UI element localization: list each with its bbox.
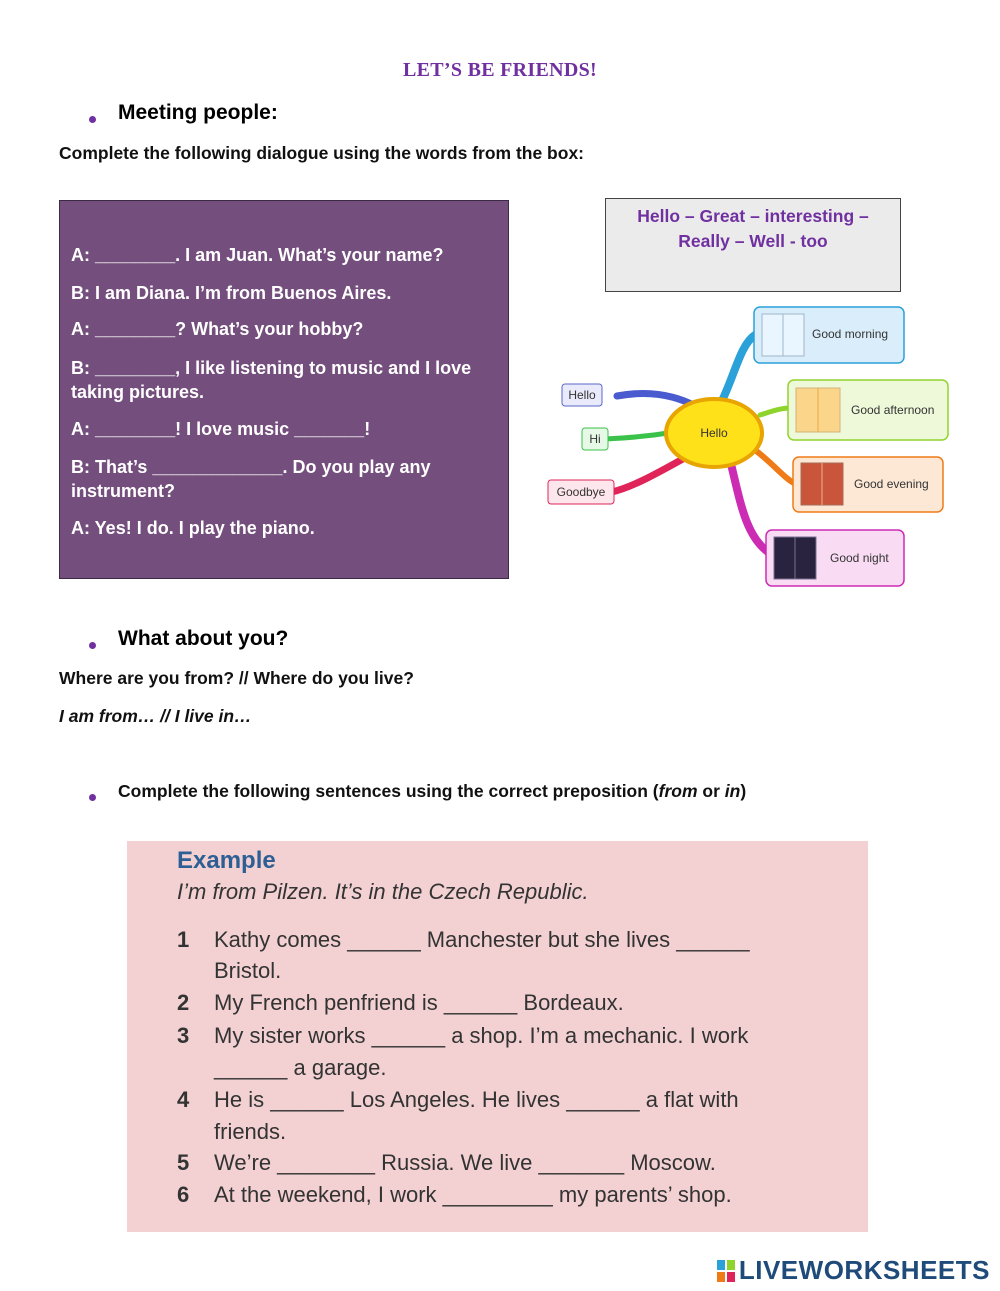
node-good-afternoon-label: Good afternoon: [851, 403, 935, 417]
dialogue-line: B: I am Diana. I’m from Buenos Aires.: [71, 283, 392, 303]
dialogue-line: A: ________. I am Juan. What’s your name?: [71, 245, 444, 265]
dialogue-line: A: Yes! I do. I play the piano.: [71, 518, 315, 538]
section-heading-what-about-you: What about you?: [118, 627, 289, 650]
item-line: Kathy comes ______ Manchester but she lives ______: [214, 927, 750, 952]
node-good-evening-label: Good evening: [854, 477, 929, 491]
node-hi-label: Hi: [589, 432, 601, 446]
item-line: ______ a garage.: [214, 1055, 387, 1080]
node-goodbye-label: Goodbye: [556, 485, 606, 499]
item-number: 5: [177, 1150, 190, 1175]
dialogue-line: A: ________! I love music _______!: [71, 419, 371, 439]
node-hello-label: Hello: [568, 388, 596, 402]
liveworksheets-logo: [717, 1255, 990, 1286]
word-box-line-1: Hello – Great – interesting –: [637, 206, 869, 226]
item-number: 3: [177, 1023, 190, 1048]
branch-evening: [755, 450, 798, 485]
item-number: 4: [177, 1087, 190, 1112]
bullet-meeting: [89, 110, 96, 128]
bullet-prepositions: [89, 788, 96, 806]
greetings-mindmap: [540, 300, 960, 595]
center-node-label: Hello: [700, 426, 728, 440]
dialogue-line: B: That’s _____________. Do you play any instrument?: [71, 457, 431, 501]
branch-night: [730, 460, 768, 552]
bullet-what-about-you: [89, 636, 96, 654]
item-number: 6: [177, 1182, 190, 1207]
liveworksheets-logo-icon: [717, 1260, 735, 1282]
example-sentence: I’m from Pilzen. It’s in the Czech Republic.: [177, 879, 589, 904]
worksheet-title: LET’S BE FRIENDS!: [402, 59, 598, 81]
question-text: Where are you from? // Where do you live?: [59, 668, 414, 688]
branch-afternoon: [760, 408, 790, 415]
instruction-text: Complete the following sentences using the correct preposition (: [118, 781, 659, 801]
example-exercise-panel: [127, 841, 868, 1232]
item-line: My French penfriend is ______ Bordeaux.: [214, 990, 624, 1015]
item-line: We’re ________ Russia. We live _______ Moscow.: [214, 1150, 716, 1175]
word-from: from: [658, 781, 698, 801]
brand-name: LIVEWORKSHEETS: [738, 1255, 990, 1285]
branch-morning: [720, 335, 755, 405]
item-line: At the weekend, I work _________ my parents’ shop.: [214, 1182, 732, 1207]
answer-model-text: I am from… // I live in…: [59, 706, 252, 726]
dialogue-line: B: ________, I like listening to music and I love taking pictures.: [71, 358, 472, 402]
preposition-instruction: [118, 781, 746, 802]
item-line: friends.: [214, 1119, 287, 1144]
node-good-morning-label: Good morning: [812, 327, 889, 341]
instruction-close: ): [740, 781, 747, 801]
dialogue-box: [59, 200, 509, 579]
dialogue-instruction: Complete the following dialogue using the words from the box:: [59, 143, 584, 163]
example-heading: Example: [177, 847, 276, 874]
dialogue-line: A: ________? What’s your hobby?: [71, 319, 364, 339]
item-line: Bristol.: [214, 958, 282, 983]
item-line: My sister works ______ a shop. I’m a mechanic. I work: [214, 1023, 749, 1048]
item-number: 2: [177, 990, 190, 1015]
item-line: He is ______ Los Angeles. He lives ______ a flat with: [214, 1087, 739, 1112]
section-heading-meeting-people: Meeting people:: [118, 101, 278, 124]
item-number: 1: [177, 927, 190, 952]
word-in: in: [724, 781, 741, 801]
node-good-night-label: Good night: [830, 551, 889, 565]
word-or: or: [697, 781, 725, 801]
word-box: [605, 198, 901, 292]
word-box-line-2: Really – Well - too: [678, 231, 828, 251]
